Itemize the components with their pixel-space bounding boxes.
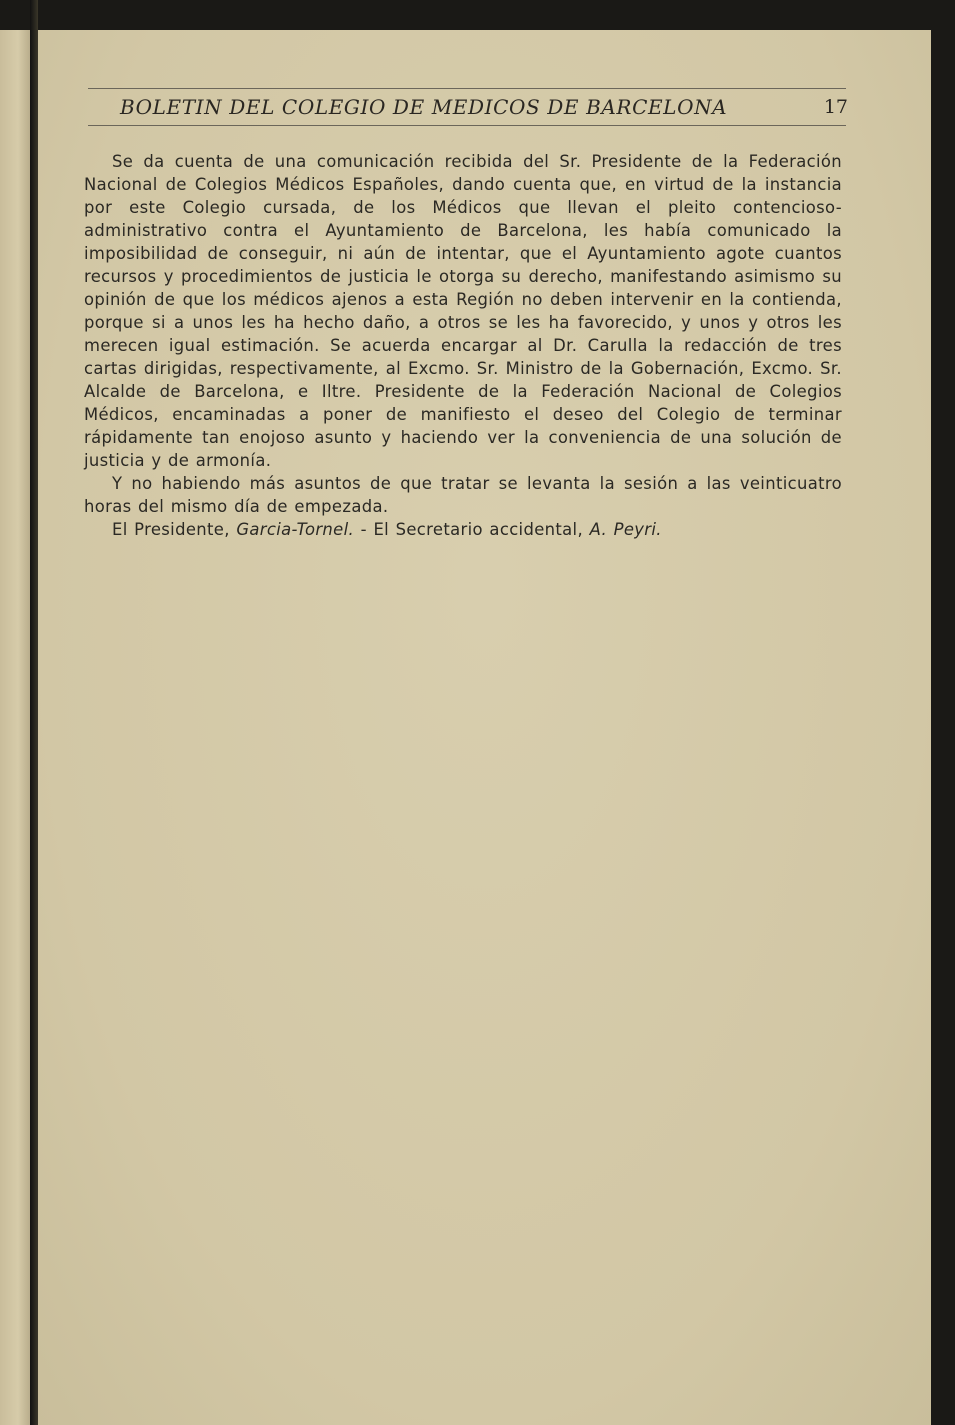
scanned-page xyxy=(38,30,931,1425)
facing-page-edge xyxy=(0,30,30,1425)
paragraph-closing: Y no habiendo más asuntos de que tratar se levanta la sesión a las veinticuatro horas del mismo día de empezada. xyxy=(84,474,842,516)
secretary-name: A. Peyri. xyxy=(589,520,662,539)
signature-line xyxy=(84,518,842,541)
book-gutter xyxy=(30,0,38,1425)
running-header xyxy=(88,88,846,126)
page-number: 17 xyxy=(823,96,848,118)
signature-separator: - xyxy=(354,520,374,539)
secretary-label: El Secretario accidental, xyxy=(373,520,590,539)
body-text xyxy=(84,150,842,541)
paragraph-communication: Se da cuenta de una comunicación recibida del Sr. Presidente de la Federación Nacional de Colegios Médicos Españoles, dando cuenta que, en virtud de la instancia por este Colegio cursada, de los Médicos que llevan el pleito contencioso-administrativo contra el Ayuntamiento de Barcelona, les había comunicado la imposibilidad de conseguir, ni aún de intentar, que el Ayuntamiento agote cuantos recursos y procedimientos de justicia le otorga su derecho, manifestando asimismo su opinión de que los médicos ajenos a esta Región no deben intervenir en la contienda, porque si a unos les ha hecho daño, a otros se les ha favorecido, y unos y otros les merecen igual estimación. Se acuerda encargar al Dr. Carulla la redacción de tres cartas dirigidas, respectivamente, al Excmo. Sr. Ministro de la Gobernación, Excmo. Sr. Alcalde de Barcelona, e Iltre. Presidente de la Federación Nacional de Colegios Médicos, encaminadas a poner de manifiesto el deseo del Colegio de terminar rápidamente tan enojoso asunto y haciendo ver la conveniencia de una solución de justicia y de armonía. xyxy=(84,152,842,470)
journal-title: BOLETIN DEL COLEGIO DE MEDICOS DE BARCELONA xyxy=(120,95,728,119)
president-label: El Presidente, xyxy=(112,520,237,539)
president-name: Garcia-Tornel. xyxy=(236,520,355,539)
